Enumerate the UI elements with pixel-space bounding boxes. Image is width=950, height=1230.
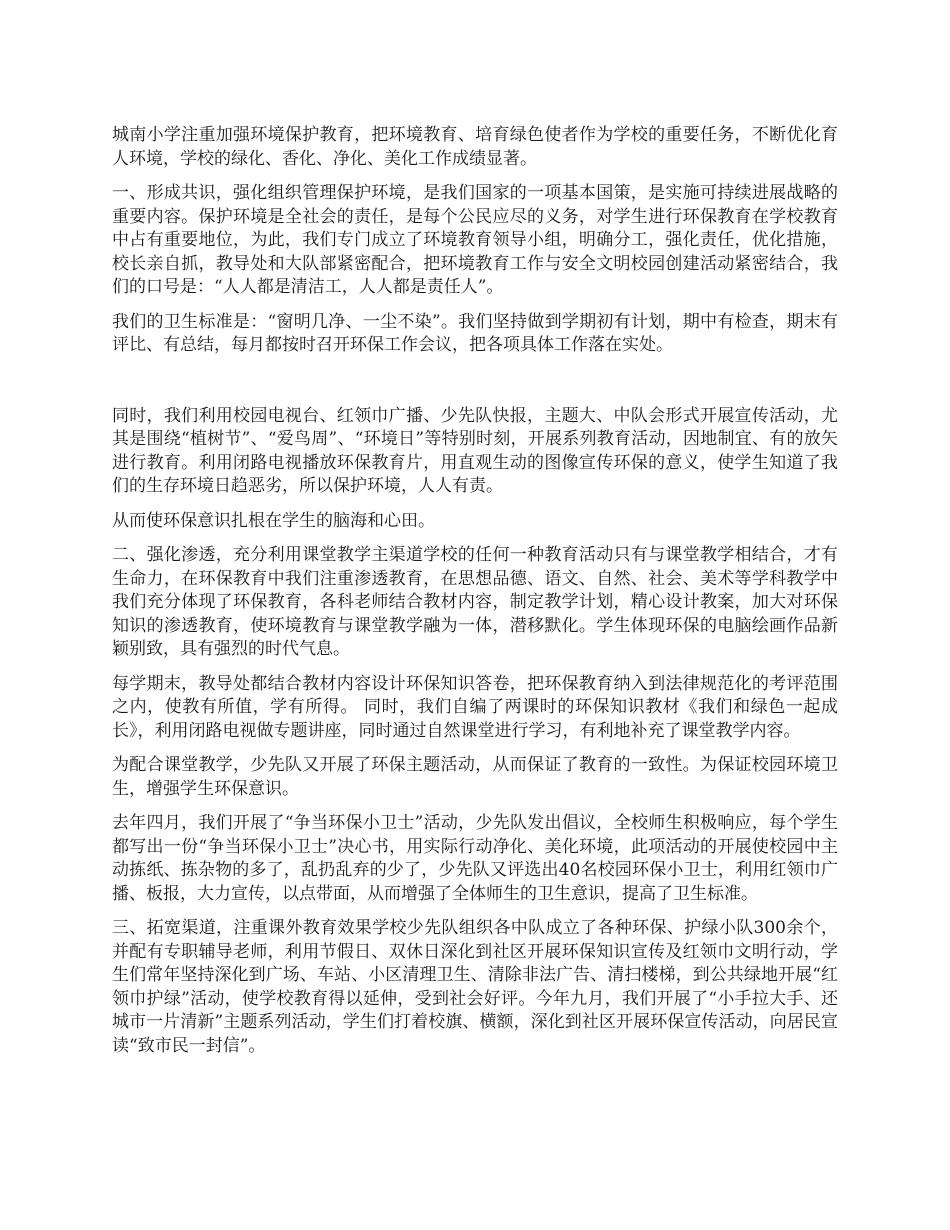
paragraph-hygiene-standard: 我们的卫生标准是：“窗明几净、一尘不染”。我们坚持做到学期初有计划，期中有检查，期末有评比、有总结，每月都按时召开环保工作会议，把各项具体工作落在实处。 (112, 311, 838, 355)
paragraph-exam: 每学期末，教导处都结合教材内容设计环保知识答卷，把环保教育纳入到法律规范化的考评范围之内，使教有所值，学有所得。 同时，我们自编了两课时的环保知识教材《我们和绿色一起成长》，利用闭路电视做专题讲座，同时通过自然课堂进行学习，有利地补充了课堂教学内容。 (112, 673, 838, 741)
paragraph-section-one: 一、形成共识，强化组织管理保护环境，是我们国家的一项基本国策，是实施可持续进展战略的重要内容。保护环境是全社会的责任，是每个公民应尽的义务，对学生进行环保教育在学校教育中占有重要地位，为此，我们专门成立了环境教育领导小组，明确分工，强化责任，优化措施，校长亲自抓，教导处和大队部紧密配合，把环境教育工作与安全文明校园创建活动紧密结合，我们的口号是：“人人都是清洁工，人人都是责任人”。 (112, 183, 838, 297)
paragraph-pioneers: 为配合课堂教学，少先队又开展了环保主题活动，从而保证了教育的一致性。为保证校园环境卫生，增强学生环保意识。 (112, 755, 838, 799)
paragraph-section-two: 二、强化渗透，充分利用课堂教学主渠道学校的任何一种教育活动只有与课堂教学相结合，才有生命力，在环保教育中我们注重渗透教育，在思想品德、语文、自然、社会、美术等学科教学中我们充分体现了环保教育，各科老师结合教材内容，制定教学计划，精心设计教案，加大对环保知识的渗透教育，使环境教育与课堂教学融为一体，潜移默化。学生体现环保的电脑绘画作品新颖别致，具有强烈的时代气息。 (112, 545, 838, 659)
paragraph-intro: 城南小学注重加强环境保护教育，把环境教育、培育绿色使者作为学校的重要任务，不断优化育人环境，学校的绿化、香化、净化、美化工作成绩显著。 (112, 125, 838, 169)
paragraph-awareness: 从而使环保意识扎根在学生的脑海和心田。 (112, 510, 435, 531)
paragraph-section-three: 三、拓宽渠道，注重课外教育效果学校少先队组织各中队成立了各种环保、护绿小队300余个，并配有专职辅导老师，利用节假日、双休日深化到社区开展环保知识宣传及红领巾文明行动，学生们常年坚持深化到广场、车站、小区清理卫生、清除非法广告、清扫楼梯，到公共绿地开展“红领巾护绿”活动，使学校教育得以延伸，受到社会好评。今年九月，我们开展了“小手拉大手、还城市一片清新”主题系列活动，学生们打着校旗、横额，深化到社区开展环保宣传活动，向居民宣读“致市民一封信”。 (112, 918, 838, 1056)
paragraph-publicity: 同时，我们利用校园电视台、红领巾广播、少先队快报，主题大、中队会形式开展宣传活动，尤其是围绕“植树节”、“爱鸟周”、“环境日”等特别时刻，开展系列教育活动，因地制宜、有的放矢进行教育。利用闭路电视播放环保教育片，用直观生动的图像宣传环保的意义，使学生知道了我们的生存环境日趋恶劣，所以保护环境，人人有责。 (112, 405, 838, 496)
paragraph-april-activity: 去年四月，我们开展了“争当环保小卫士”活动，少先队发出倡议，全校师生积极响应，每个学生都写出一份“争当环保小卫士”决心书，用实际行动净化、美化环境，此项活动的开展使校园中主动拣纸、拣杂物的多了，乱扔乱弃的少了，少先队又评选出40名校园环保小卫士，利用红领巾广播、板报，大力宣传，以点带面，从而增强了全体师生的卫生意识，提高了卫生标准。 (112, 813, 838, 904)
paragraph-gap (112, 369, 838, 405)
